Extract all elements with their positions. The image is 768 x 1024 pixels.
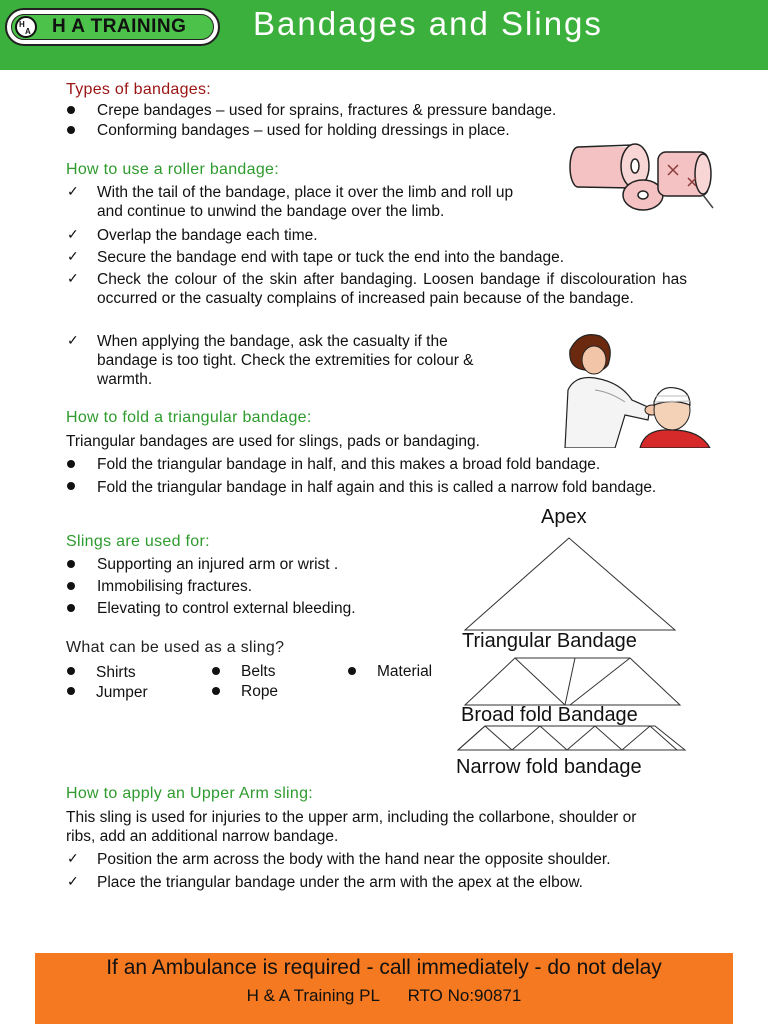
list-item: Elevating to control external bleeding. xyxy=(97,600,356,617)
bullet xyxy=(212,687,220,695)
list-item: Material xyxy=(377,663,433,680)
bullet xyxy=(67,560,75,568)
check-icon: ✓ xyxy=(67,270,79,286)
list-item: Crepe bandages – used for sprains, fractures & pressure bandage. xyxy=(97,102,557,119)
check-icon: ✓ xyxy=(67,332,79,348)
apex-label: Apex xyxy=(541,506,587,528)
broad-fold-label: Broad fold Bandage xyxy=(461,704,638,726)
broad-fold-shape xyxy=(465,658,680,705)
list-item: Jumper xyxy=(96,684,148,701)
svg-text:H: H xyxy=(19,20,25,29)
bullet xyxy=(67,667,75,675)
svg-text:A: A xyxy=(25,27,31,36)
bullet xyxy=(67,604,75,612)
types-heading: Types of bandages: xyxy=(66,81,212,98)
slings-heading: Slings are used for: xyxy=(66,533,210,550)
bullet xyxy=(67,582,75,590)
triangular-bandage-shape xyxy=(465,538,675,630)
list-item: Fold the triangular bandage in half again and this is called a narrow fold bandage. xyxy=(97,479,657,496)
triangular-heading: How to fold a triangular bandage: xyxy=(66,409,312,426)
page-title: Bandages and Slings xyxy=(253,5,603,42)
bullet xyxy=(67,126,75,134)
check-icon: ✓ xyxy=(67,183,79,199)
organisation-info: H & A Training PL RTO No:90871 xyxy=(246,986,522,1005)
narrow-fold-label: Narrow fold bandage xyxy=(456,756,642,778)
bullet xyxy=(67,482,75,490)
list-item: When applying the bandage, ask the casualty if the bandage is too tight. Check the extremities for colour & warmth. xyxy=(97,333,474,388)
sling-materials-heading: What can be used as a sling? xyxy=(66,639,285,656)
logo xyxy=(5,8,220,46)
check-icon: ✓ xyxy=(67,226,79,242)
list-item: Secure the bandage end with tape or tuck the end into the bandage. xyxy=(97,249,565,266)
footer-banner xyxy=(35,953,733,1024)
bullet xyxy=(67,687,75,695)
triangular-bandage-label: Triangular Bandage xyxy=(462,630,637,652)
list-item: Conforming bandages – used for holding dressings in place. xyxy=(97,122,510,139)
bullet xyxy=(67,106,75,114)
roller-heading: How to use a roller bandage: xyxy=(66,161,279,178)
list-item: Immobilising fractures. xyxy=(97,578,253,595)
list-item: Place the triangular bandage under the arm with the apex at the elbow. xyxy=(97,874,583,891)
check-icon: ✓ xyxy=(67,873,79,889)
logo-emblem-icon xyxy=(15,16,37,38)
roller-bandages-illustration xyxy=(563,140,723,215)
list-item: Position the arm across the body with the hand near the opposite shoulder. xyxy=(97,851,611,868)
list-item: Rope xyxy=(241,683,279,700)
check-icon: ✓ xyxy=(67,850,79,866)
list-item: Supporting an injured arm or wrist . xyxy=(97,556,339,573)
bullet xyxy=(212,667,220,675)
list-item: Shirts xyxy=(96,664,136,681)
list-item: Belts xyxy=(241,663,276,680)
logo-text: H A TRAINING xyxy=(52,16,187,37)
list-item: Fold the triangular bandage in half, and this makes a broad fold bandage. xyxy=(97,456,601,473)
ambulance-warning: If an Ambulance is required - call immediately - do not delay xyxy=(106,956,662,979)
bullet xyxy=(348,667,356,675)
list-item: Check the colour of the skin after bandaging. Loosen bandage if discolouration has occurred or the casualty complains of increased pain because of the bandage. xyxy=(97,271,687,307)
upper-arm-intro: This sling is used for injuries to the upper arm, including the collarbone, shoulder or ribs, add an additional narrow bandage. xyxy=(66,809,637,845)
bullet xyxy=(67,460,75,468)
check-icon: ✓ xyxy=(67,248,79,264)
list-item: With the tail of the bandage, place it over the limb and roll up and continue to unwind the bandage over the limb. xyxy=(97,184,514,220)
triangular-intro: Triangular bandages are used for slings, pads or bandaging. xyxy=(66,433,480,450)
nurse-bandaging-child-illustration xyxy=(560,330,712,448)
header-bar xyxy=(0,0,768,70)
list-item: Overlap the bandage each time. xyxy=(97,227,318,244)
upper-arm-heading: How to apply an Upper Arm sling: xyxy=(66,785,314,802)
